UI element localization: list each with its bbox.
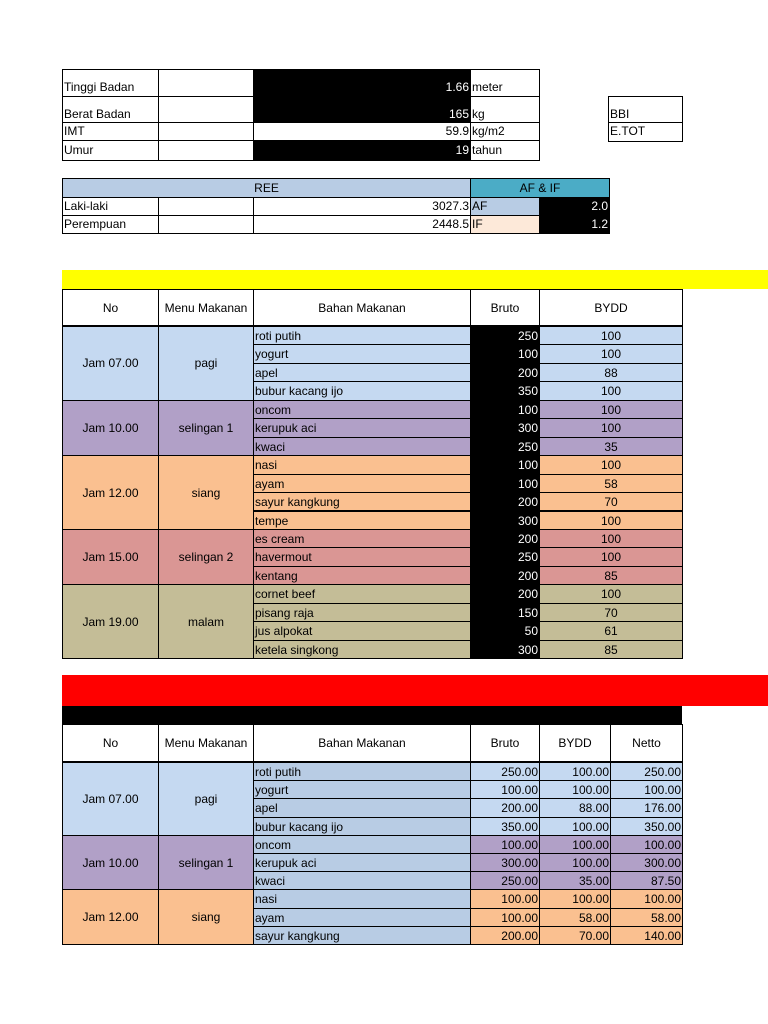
berat-value[interactable]: 165 — [253, 96, 471, 123]
t2-bydd-cell[interactable]: 100.00 — [539, 889, 611, 908]
t1-bahan-cell: havermout — [253, 547, 471, 566]
t2-bydd-cell[interactable]: 100.00 — [539, 780, 611, 799]
t2-bydd-cell[interactable]: 100.00 — [539, 835, 611, 854]
yellow-band — [62, 270, 768, 289]
t2-header-no: No — [62, 724, 159, 762]
t1-header-bruto: Bruto — [470, 289, 540, 326]
t2-header-bahan: Bahan Makanan — [253, 724, 471, 762]
t2-group-menu: siang — [158, 889, 254, 945]
t1-bahan-cell: sayur kangkung — [253, 492, 471, 511]
t1-header-no: No — [62, 289, 159, 326]
t1-bydd-cell[interactable]: 58 — [539, 474, 683, 493]
t2-group-menu: pagi — [158, 762, 254, 836]
t1-bahan-cell: ayam — [253, 474, 471, 493]
t2-bydd-cell[interactable]: 100.00 — [539, 817, 611, 836]
t2-netto-cell[interactable]: 250.00 — [610, 762, 683, 781]
berat-unit: kg — [470, 96, 540, 123]
t1-bruto-cell[interactable]: 100 — [470, 400, 540, 419]
t2-header-menu: Menu Makanan — [158, 724, 254, 762]
t1-bydd-cell[interactable]: 100 — [539, 381, 683, 400]
t1-bruto-cell[interactable]: 100 — [470, 474, 540, 493]
t2-netto-cell[interactable]: 100.00 — [610, 889, 683, 908]
t1-bahan-cell: es cream — [253, 529, 471, 548]
t1-bahan-cell: nasi — [253, 455, 471, 474]
black-band — [62, 706, 682, 724]
male-label: Laki-laki — [62, 197, 159, 216]
t2-group-time: Jam 10.00 — [62, 835, 159, 891]
t1-bydd-cell[interactable]: 100 — [539, 326, 683, 345]
t2-bruto-cell[interactable]: 200.00 — [470, 926, 540, 945]
t2-bruto-cell[interactable]: 100.00 — [470, 908, 540, 927]
t1-bydd-cell[interactable]: 70 — [539, 492, 683, 511]
t1-bruto-cell[interactable]: 250 — [470, 547, 540, 566]
t2-bruto-cell[interactable]: 100.00 — [470, 780, 540, 799]
t1-bruto-cell[interactable]: 200 — [470, 584, 540, 603]
t2-bruto-cell[interactable]: 250.00 — [470, 871, 540, 890]
t2-bydd-cell[interactable]: 35.00 — [539, 871, 611, 890]
t1-bydd-cell[interactable]: 85 — [539, 566, 683, 585]
t1-bahan-cell: tempe — [253, 511, 471, 530]
t1-bydd-cell[interactable]: 61 — [539, 621, 683, 640]
t2-bahan-cell: kerupuk aci — [253, 853, 471, 872]
berat-empty[interactable] — [158, 96, 254, 123]
t1-bydd-cell[interactable]: 100 — [539, 400, 683, 419]
t1-bruto-cell[interactable]: 100 — [470, 455, 540, 474]
t1-bahan-cell: roti putih — [253, 326, 471, 345]
t2-group-menu: selingan 1 — [158, 835, 254, 891]
t1-bahan-cell: cornet beef — [253, 584, 471, 603]
t1-bruto-cell[interactable]: 200 — [470, 492, 540, 511]
t2-bydd-cell[interactable]: 100.00 — [539, 762, 611, 781]
red-band — [62, 675, 768, 706]
t1-bruto-cell[interactable]: 150 — [470, 603, 540, 622]
t2-bruto-cell[interactable]: 100.00 — [470, 889, 540, 908]
t2-header-bruto: Bruto — [470, 724, 540, 762]
t1-bruto-cell[interactable]: 300 — [470, 418, 540, 437]
t1-bahan-cell: ketela singkong — [253, 640, 471, 659]
t1-group-menu: malam — [158, 584, 254, 659]
t2-bahan-cell: roti putih — [253, 762, 471, 781]
t2-bydd-cell[interactable]: 100.00 — [539, 853, 611, 872]
t2-bahan-cell: kwaci — [253, 871, 471, 890]
t1-bahan-cell: apel — [253, 363, 471, 382]
t1-header-bydd: BYDD — [539, 289, 683, 326]
t2-bydd-cell[interactable]: 88.00 — [539, 798, 611, 817]
t1-bydd-cell[interactable]: 88 — [539, 363, 683, 382]
tinggi-value[interactable]: 1.66 — [253, 69, 471, 97]
t2-netto-cell[interactable]: 176.00 — [610, 798, 683, 817]
t2-netto-cell[interactable]: 100.00 — [610, 780, 683, 799]
t1-bydd-cell[interactable]: 100 — [539, 584, 683, 603]
t1-group-time: Jam 19.00 — [62, 584, 159, 659]
female-value[interactable]: 2448.5 — [253, 215, 471, 234]
t1-bruto-cell[interactable]: 300 — [470, 511, 540, 530]
t1-bahan-cell: oncom — [253, 400, 471, 419]
t1-bahan-cell: kentang — [253, 566, 471, 585]
t2-netto-cell[interactable]: 350.00 — [610, 817, 683, 836]
bbi-label: BBI — [608, 96, 683, 123]
t1-bruto-cell[interactable]: 200 — [470, 529, 540, 548]
t2-netto-cell[interactable]: 100.00 — [610, 835, 683, 854]
t2-bruto-cell[interactable]: 250.00 — [470, 762, 540, 781]
t1-bruto-cell[interactable]: 200 — [470, 566, 540, 585]
t1-group-time: Jam 10.00 — [62, 400, 159, 456]
t2-netto-cell[interactable]: 300.00 — [610, 853, 683, 872]
af-label: AF — [470, 197, 540, 216]
t1-bydd-cell[interactable]: 100 — [539, 529, 683, 548]
t1-bruto-cell[interactable]: 250 — [470, 437, 540, 456]
umur-value[interactable]: 19 — [253, 140, 471, 161]
umur-empty[interactable] — [158, 140, 254, 161]
t2-header-netto: Netto — [610, 724, 683, 762]
t1-bruto-cell[interactable]: 200 — [470, 363, 540, 382]
male-value[interactable]: 3027.3 — [253, 197, 471, 216]
berat-label: Berat Badan — [62, 96, 159, 123]
t1-bruto-cell[interactable]: 250 — [470, 326, 540, 345]
t2-bruto-cell[interactable]: 350.00 — [470, 817, 540, 836]
t1-bydd-cell[interactable]: 100 — [539, 511, 683, 530]
t1-bahan-cell: bubur kacang ijo — [253, 381, 471, 400]
tinggi-label: Tinggi Badan — [62, 69, 159, 97]
afif-header: AF & IF — [470, 178, 610, 198]
female-empty[interactable] — [158, 215, 254, 234]
t2-netto-cell[interactable]: 87.50 — [610, 871, 683, 890]
t2-header-bydd: BYDD — [539, 724, 611, 762]
t2-bahan-cell: sayur kangkung — [253, 926, 471, 945]
t1-bydd-cell[interactable]: 70 — [539, 603, 683, 622]
t1-bahan-cell: pisang raja — [253, 603, 471, 622]
male-empty[interactable] — [158, 197, 254, 216]
t2-bahan-cell: bubur kacang ijo — [253, 817, 471, 836]
ree-header: REE — [62, 178, 471, 198]
t1-bahan-cell: kwaci — [253, 437, 471, 456]
t2-bahan-cell: yogurt — [253, 780, 471, 799]
t2-bydd-cell[interactable]: 70.00 — [539, 926, 611, 945]
t1-group-time: Jam 15.00 — [62, 529, 159, 585]
t1-bydd-cell[interactable]: 35 — [539, 437, 683, 456]
imt-label: IMT — [62, 122, 159, 141]
t1-group-time: Jam 12.00 — [62, 455, 159, 530]
t1-header-menu: Menu Makanan — [158, 289, 254, 326]
imt-empty[interactable] — [158, 122, 254, 141]
t1-bydd-cell[interactable]: 100 — [539, 344, 683, 363]
imt-unit: kg/m2 — [470, 122, 540, 141]
t2-netto-cell[interactable]: 58.00 — [610, 908, 683, 927]
umur-unit: tahun — [470, 140, 540, 161]
t1-bydd-cell[interactable]: 85 — [539, 640, 683, 659]
tinggi-empty[interactable] — [158, 69, 254, 97]
t2-bydd-cell[interactable]: 58.00 — [539, 908, 611, 927]
umur-label: Umur — [62, 140, 159, 161]
female-label: Perempuan — [62, 215, 159, 234]
if-value[interactable]: 1.2 — [539, 215, 610, 234]
t1-bydd-cell[interactable]: 100 — [539, 418, 683, 437]
t2-bahan-cell: nasi — [253, 889, 471, 908]
t2-bruto-cell[interactable]: 300.00 — [470, 853, 540, 872]
t1-bruto-cell[interactable]: 100 — [470, 344, 540, 363]
imt-value[interactable]: 59.9 — [253, 122, 471, 141]
t1-bruto-cell[interactable]: 300 — [470, 640, 540, 659]
t1-bydd-cell[interactable]: 100 — [539, 455, 683, 474]
t2-bahan-cell: ayam — [253, 908, 471, 927]
t2-group-time: Jam 12.00 — [62, 889, 159, 945]
t2-bruto-cell[interactable]: 100.00 — [470, 835, 540, 854]
etot-label: E.TOT — [608, 122, 683, 142]
t1-bahan-cell: yogurt — [253, 344, 471, 363]
t1-group-time: Jam 07.00 — [62, 326, 159, 401]
t1-header-bahan: Bahan Makanan — [253, 289, 471, 326]
t2-bahan-cell: oncom — [253, 835, 471, 854]
t1-group-menu: siang — [158, 455, 254, 530]
t1-group-menu: selingan 2 — [158, 529, 254, 585]
t2-group-time: Jam 07.00 — [62, 762, 159, 836]
t1-group-menu: pagi — [158, 326, 254, 401]
t1-bruto-cell[interactable]: 350 — [470, 381, 540, 400]
t2-bruto-cell[interactable]: 200.00 — [470, 798, 540, 817]
t1-group-menu: selingan 1 — [158, 400, 254, 456]
af-value[interactable]: 2.0 — [539, 197, 610, 216]
t1-bydd-cell[interactable]: 100 — [539, 547, 683, 566]
if-label: IF — [470, 215, 540, 234]
t1-bruto-cell[interactable]: 50 — [470, 621, 540, 640]
t1-bahan-cell: jus alpokat — [253, 621, 471, 640]
t2-netto-cell[interactable]: 140.00 — [610, 926, 683, 945]
t1-bahan-cell: kerupuk aci — [253, 418, 471, 437]
tinggi-unit: meter — [470, 69, 540, 97]
t2-bahan-cell: apel — [253, 798, 471, 817]
